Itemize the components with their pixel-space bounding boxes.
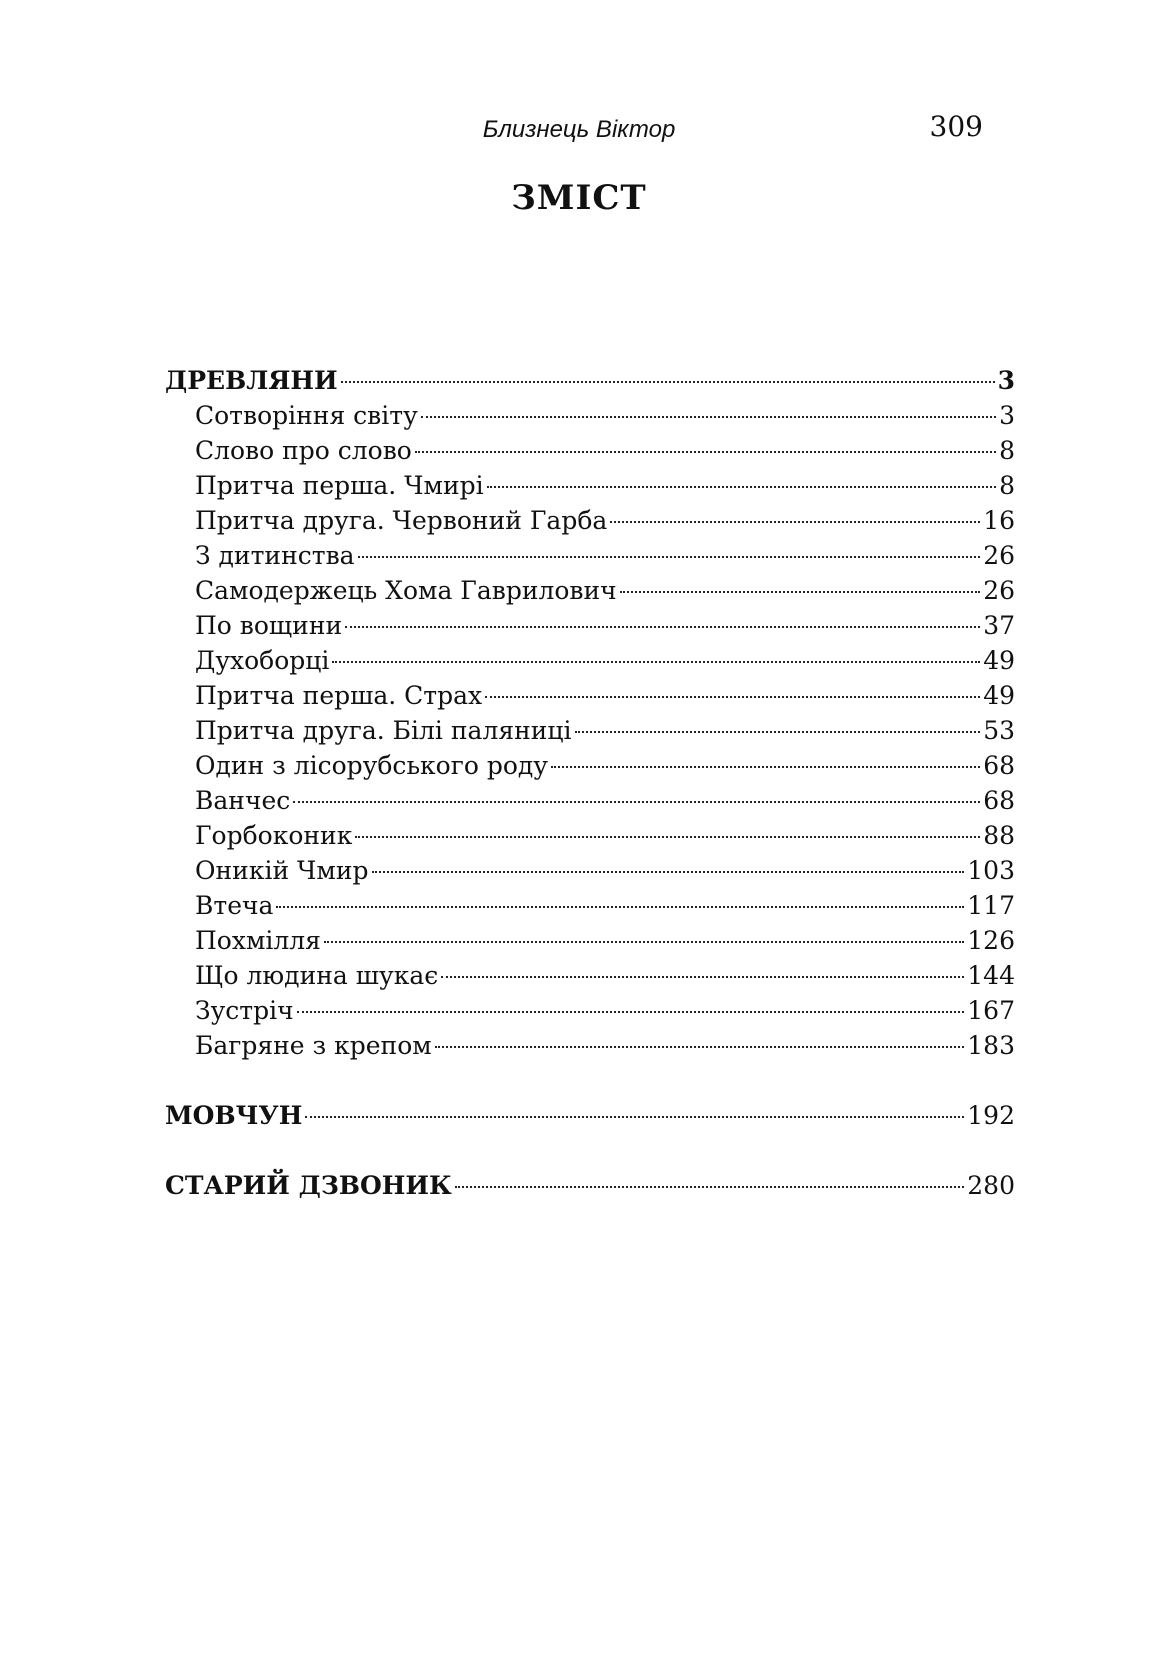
toc-entry-page: 26 [983, 576, 1015, 605]
toc-entry [165, 538, 1015, 573]
toc-entry [165, 713, 1015, 748]
dot-leader [341, 381, 995, 383]
toc-entry [165, 433, 1015, 468]
toc-entry [165, 923, 1015, 958]
toc-entry-page: 183 [967, 1031, 1015, 1060]
toc-entry [165, 643, 1015, 678]
toc-entry-label: Сотворіння світу [195, 401, 418, 430]
toc-entry [165, 748, 1015, 783]
toc-entry-label: ДРЕВЛЯНИ [165, 366, 338, 395]
spacer [165, 1133, 1015, 1168]
toc-entry [165, 783, 1015, 818]
page-title: ЗМІСТ [511, 178, 647, 218]
toc-entry [165, 398, 1015, 433]
toc-entry-label: Притча перша. Чмирі [195, 471, 484, 500]
toc-entry-label: Що людина шукає [195, 961, 439, 990]
author-name: Близнець Віктор [482, 116, 676, 143]
toc-entry-page: 68 [983, 751, 1015, 780]
page-number: 309 [929, 110, 983, 143]
toc-entry-label: Один з лісорубського роду [195, 751, 548, 780]
dot-leader [324, 941, 964, 943]
toc-entry-label: Зустріч [195, 996, 294, 1025]
dot-leader [305, 1116, 964, 1118]
toc-entry-label: Втеча [195, 891, 274, 920]
toc-entry-page: 53 [983, 716, 1015, 745]
dot-leader [345, 626, 980, 628]
table-of-contents [165, 363, 1015, 1203]
toc-entry-page: 3 [999, 401, 1015, 430]
toc-entry-label: Духоборці [195, 646, 330, 675]
toc-entry [165, 468, 1015, 503]
toc-entry [165, 958, 1015, 993]
toc-entry [165, 573, 1015, 608]
toc-entry-label: Притча друга. Білі паляниці [195, 716, 572, 745]
toc-entry-page: 37 [983, 611, 1015, 640]
dot-leader [293, 801, 980, 803]
toc-entry [165, 853, 1015, 888]
dot-leader [355, 836, 980, 838]
dot-leader [276, 906, 964, 908]
toc-entry-page: 280 [967, 1171, 1015, 1200]
toc-entry-page: 3 [997, 366, 1015, 395]
dot-leader [487, 486, 996, 488]
toc-entry-label: Ванчес [195, 786, 291, 815]
running-head [0, 110, 1158, 150]
dot-leader [485, 696, 980, 698]
toc-entry [165, 888, 1015, 923]
toc-entry-label: Слово про слово [195, 436, 412, 465]
dot-leader [372, 871, 965, 873]
dot-leader [455, 1186, 965, 1188]
toc-entry-label: Оникій Чмир [195, 856, 369, 885]
toc-part-entry [165, 363, 1015, 398]
toc-entry-page: 144 [967, 961, 1015, 990]
toc-part-entry [165, 1168, 1015, 1203]
dot-leader [610, 521, 980, 523]
toc-entry-label: По вощини [195, 611, 343, 640]
dot-leader [358, 556, 981, 558]
dot-leader [332, 661, 980, 663]
dot-leader [551, 766, 980, 768]
dot-leader [441, 976, 964, 978]
toc-entry-page: 103 [967, 856, 1015, 885]
dot-leader [575, 731, 981, 733]
toc-entry-label: МОВЧУН [165, 1101, 303, 1130]
toc-entry-page: 68 [983, 786, 1015, 815]
dot-leader [620, 591, 980, 593]
toc-entry-page: 88 [983, 821, 1015, 850]
toc-entry [165, 993, 1015, 1028]
toc-entry [165, 503, 1015, 538]
dot-leader [435, 1046, 965, 1048]
toc-entry-label: Багряне з крепом [195, 1031, 432, 1060]
toc-part-entry [165, 1098, 1015, 1133]
dot-leader [415, 451, 996, 453]
toc-entry-page: 192 [967, 1101, 1015, 1130]
toc-entry-page: 126 [967, 926, 1015, 955]
toc-entry-label: Притча перша. Страх [195, 681, 483, 710]
toc-entry-label: З дитинства [195, 541, 355, 570]
toc-entry-page: 8 [999, 471, 1015, 500]
toc-entry-label: Самодержець Хома Гаврилович [195, 576, 617, 605]
toc-entry [165, 608, 1015, 643]
toc-entry-page: 8 [999, 436, 1015, 465]
toc-entry-page: 117 [967, 891, 1015, 920]
toc-entry-label: Горбоконик [195, 821, 353, 850]
toc-entry-page: 167 [967, 996, 1015, 1025]
toc-entry-page: 26 [983, 541, 1015, 570]
toc-entry-label: СТАРИЙ ДЗВОНИК [165, 1171, 452, 1200]
toc-entry-page: 49 [983, 646, 1015, 675]
dot-leader [297, 1011, 965, 1013]
spacer [165, 1063, 1015, 1098]
toc-entry-label: Похмілля [195, 926, 321, 955]
toc-entry [165, 1028, 1015, 1063]
toc-entry [165, 818, 1015, 853]
toc-entry-label: Притча друга. Червоний Гарба [195, 506, 608, 535]
toc-entry-page: 16 [983, 506, 1015, 535]
dot-leader [421, 416, 996, 418]
toc-entry-page: 49 [983, 681, 1015, 710]
toc-entry [165, 678, 1015, 713]
